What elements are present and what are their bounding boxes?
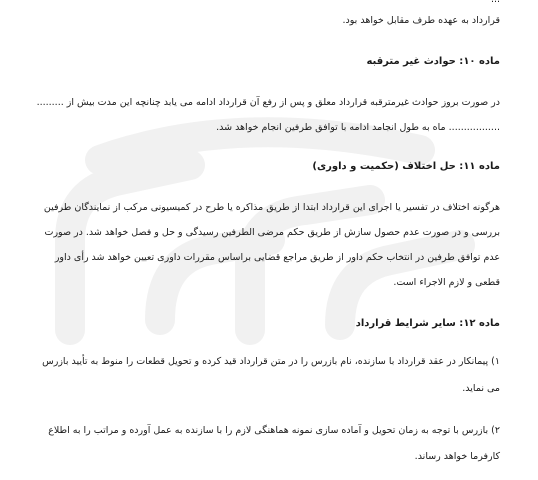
clause-1-line: می نماید.	[462, 383, 500, 394]
clause-2-line: ۲) بازرس با توجه به زمان تحویل و آماده سازی نمونه هماهنگی لازم را با سازنده به عمل آورده و مراتب را به اطلاع	[48, 425, 500, 436]
article-12-heading: ماده ۱۲: سایر شرایط قرارداد	[355, 318, 500, 329]
clause-1-line: ۱) پیمانکار در عقد قرارداد با سازنده، نام بازرس را در متن قرارداد قید کرده و تحویل قطعات را منوط به تأیید بازرس	[42, 356, 500, 367]
article-11-heading: ماده ۱۱: حل اختلاف (حکمیت و داوری)	[312, 161, 500, 172]
paragraph-line: ................. ماه به طول انجامد ادامه با توافق طرفین انجام خواهد شد.	[216, 122, 500, 133]
paragraph-line: در صورت بروز حوادث غیرمترقبه قرارداد معلق و پس از رفع آن قرارداد ادامه می یابد چنانچه این مدت بیش از .........	[36, 97, 500, 108]
paragraph-line: قطعی و لازم الاجراء است.	[393, 277, 500, 288]
paragraph-line: عدم توافق طرفین در انتخاب حکم داور از طریق مراجع قضایی براساس مقررات داوری تعیین خواهد شد رأی داور	[54, 252, 500, 263]
paragraph-line: هرگونه اختلاف در تفسیر یا اجرای این قرارداد ابتدا از طریق مذاکره یا طرح در کمیسیونی مرکب از نمایندگان طرفین	[43, 202, 500, 213]
paragraph-line: قرارداد به عهده طرف مقابل خواهد بود.	[342, 15, 500, 26]
clause-2-line: کارفرما خواهد رساند.	[414, 451, 500, 462]
paragraph-line: بررسی و در صورت عدم حصول سازش از طریق حکم مرضی الطرفین رسیدگی و حل و فصل خواهد شد. در صورت	[44, 227, 500, 238]
article-10-heading: ماده ۱۰: حوادث غیر مترقبه	[366, 56, 500, 67]
cut-off-line	[491, 0, 500, 7]
